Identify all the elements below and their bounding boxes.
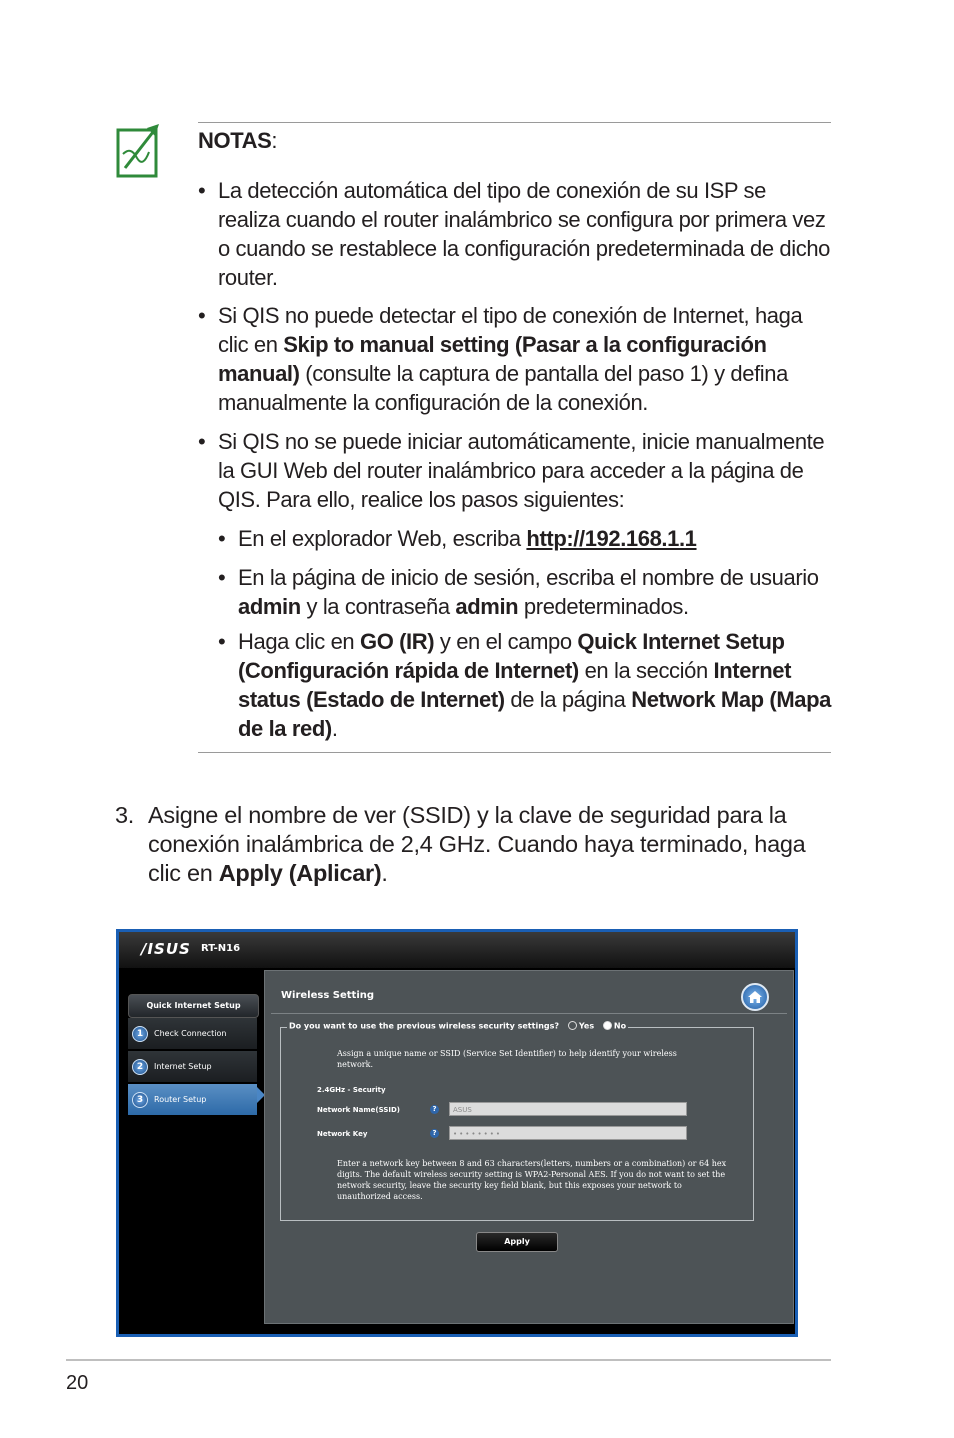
model-name: RT-N16 <box>201 943 241 954</box>
sidebar-title: Quick Internet Setup <box>128 994 259 1018</box>
wireless-setting-panel <box>264 970 794 1324</box>
note-bullet-2-text: Si QIS no puede detectar el tipo de conexión de Internet, haga clic en Skip to manual setting (Pasar a la configuración manual) (consulte la captura de pantalla del paso 1) y defina manualmente la configuración de la conexión. <box>218 303 803 415</box>
ssid-help-icon[interactable]: ? <box>430 1105 439 1114</box>
router-screenshot <box>116 929 798 1337</box>
yes-radio[interactable] <box>568 1021 577 1030</box>
sidebar-item-check-connection[interactable] <box>128 1018 257 1050</box>
home-icon[interactable] <box>741 983 769 1011</box>
sidebar-item-router-setup[interactable] <box>128 1084 257 1116</box>
note-pencil-icon <box>115 124 163 182</box>
security-fieldset <box>280 1021 754 1221</box>
footnote-text: Enter a network key between 8 and 63 characters(letters, numbers or a combination) or 64 hex digits. The default wireless security setting is WPA2-Personal AES. If you do not want to set the network security, leave the security key field blank, but this exposes your network to unauthorized access. <box>337 1159 727 1201</box>
network-key-label: Network Key <box>317 1130 368 1138</box>
sidebar-item-label: Router Setup <box>154 1095 207 1104</box>
note-bullet-1-text: La detección automática del tipo de conexión de su ISP se realiza cuando el router inalámbrico se configura por primera vez o cuando se restablece la configuración predeterminada de dicho router. <box>218 178 830 290</box>
yes-label: Yes <box>578 1021 595 1031</box>
step-1-icon: 1 <box>132 1026 148 1042</box>
step-3-icon: 3 <box>132 1092 148 1108</box>
apply-button[interactable]: Apply <box>476 1232 558 1252</box>
section-label: 2.4GHz - Security <box>317 1086 386 1094</box>
note-bullet-3-text: Si QIS no se puede iniciar automáticamente, inicie manualmente la GUI Web del router inalámbrico para acceder a la página de QIS. Para ello, realice los pasos siguientes: <box>218 429 825 512</box>
sidebar-item-label: Internet Setup <box>154 1062 212 1071</box>
router-header <box>119 932 795 968</box>
sidebar-item-label: Check Connection <box>154 1029 227 1038</box>
panel-title: Wireless Setting <box>281 990 375 1001</box>
panel-divider <box>271 1013 787 1014</box>
key-help-icon[interactable]: ? <box>430 1129 439 1138</box>
notes-bottom-rule <box>198 752 831 753</box>
footer-rule <box>66 1359 831 1361</box>
ssid-label: Network Name(SSID) <box>317 1106 400 1114</box>
network-key-input[interactable]: •••••••• <box>449 1126 687 1140</box>
sidebar-item-internet-setup[interactable] <box>128 1051 257 1083</box>
router-url-link[interactable]: http://192.168.1.1 <box>526 526 697 551</box>
no-radio[interactable] <box>603 1021 612 1030</box>
step-3-text: Asigne el nombre de ver (SSID) y la clave de seguridad para la conexión inalámbrica de 2,4 GHz. Cuando haya terminado, haga clic en Apply (Aplicar). <box>148 802 806 886</box>
ssid-input[interactable]: ASUS <box>449 1102 687 1116</box>
previous-settings-question: Do you want to use the previous wireless security settings? Yes No <box>289 1021 627 1031</box>
no-label: No <box>613 1021 627 1031</box>
asus-logo: /ISUS <box>141 940 191 958</box>
step-2-icon: 2 <box>132 1059 148 1075</box>
top-rule <box>198 122 831 123</box>
intro-text: Assign a unique name or SSID (Service Set Identifier) to help identify your wireless network. <box>337 1049 677 1069</box>
page-number: 20 <box>66 1372 89 1394</box>
step-number: 3. <box>115 802 134 828</box>
notes-title: NOTAS: <box>198 128 278 153</box>
